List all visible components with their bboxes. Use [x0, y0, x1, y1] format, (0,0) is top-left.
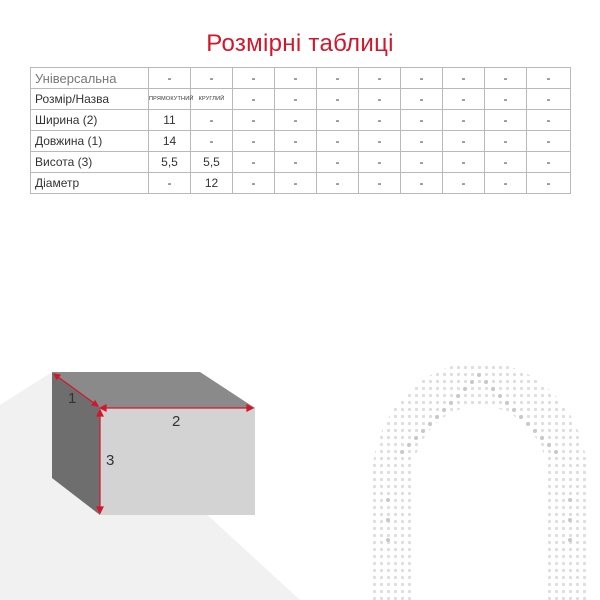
- row-label: Діаметр: [31, 173, 149, 194]
- table-cell: -: [275, 152, 317, 173]
- table-cell: -: [317, 110, 359, 131]
- row-label: Висота (3): [31, 152, 149, 173]
- table-cell: -: [317, 131, 359, 152]
- table-cell: 5,5: [191, 152, 233, 173]
- table-cell: -: [149, 173, 191, 194]
- table-cell: -: [485, 152, 527, 173]
- table-row-diameter: [31, 173, 571, 194]
- table-cell: -: [233, 173, 275, 194]
- table-cell: 14: [149, 131, 191, 152]
- table-cell: -: [527, 131, 571, 152]
- table-cell: -: [485, 68, 527, 89]
- table-cell: -: [359, 152, 401, 173]
- table-cell: -: [317, 68, 359, 89]
- table-cell: -: [275, 173, 317, 194]
- table-cell: -: [191, 110, 233, 131]
- table-cell: -: [443, 131, 485, 152]
- table-cell: -: [527, 173, 571, 194]
- table-cell: -: [233, 68, 275, 89]
- dimension-label-length: 1: [68, 390, 77, 407]
- row-label: Розмір/Назва: [31, 89, 149, 110]
- table-cell: -: [317, 89, 359, 110]
- table-cell: -: [359, 173, 401, 194]
- table-cell: 12: [191, 173, 233, 194]
- dimension-label-height: 3: [106, 452, 115, 469]
- dimension-label-width: 2: [172, 413, 181, 430]
- table-cell: -: [275, 110, 317, 131]
- table-cell: -: [485, 131, 527, 152]
- table-cell: ПРЯМОКУТНИЙ: [149, 89, 191, 110]
- table-cell: -: [401, 152, 443, 173]
- table-cell: -: [233, 89, 275, 110]
- table-cell: -: [149, 68, 191, 89]
- table-cell: -: [401, 131, 443, 152]
- table-cell: -: [485, 110, 527, 131]
- table-cell: -: [485, 89, 527, 110]
- table-row-length: [31, 131, 571, 152]
- table-cell: -: [443, 152, 485, 173]
- table-cell: -: [317, 152, 359, 173]
- table-row-width: [31, 110, 571, 131]
- table-cell: -: [233, 152, 275, 173]
- box-dimension-illustration: [0, 350, 600, 600]
- table-cell: -: [401, 110, 443, 131]
- table-cell: -: [359, 89, 401, 110]
- table-cell: КРУГЛИЙ: [191, 89, 233, 110]
- table-cell: -: [401, 89, 443, 110]
- table-cell: 11: [149, 110, 191, 131]
- table-cell: -: [275, 131, 317, 152]
- table-cell: -: [401, 173, 443, 194]
- table-cell: -: [191, 131, 233, 152]
- table-cell: -: [275, 68, 317, 89]
- table-row-size-name: [31, 89, 571, 110]
- table-cell: -: [275, 89, 317, 110]
- table-cell: -: [359, 68, 401, 89]
- table-cell: -: [443, 89, 485, 110]
- table-cell: -: [317, 173, 359, 194]
- table-cell: -: [191, 68, 233, 89]
- row-label: Довжина (1): [31, 131, 149, 152]
- table-cell: -: [443, 68, 485, 89]
- table-cell: -: [233, 110, 275, 131]
- table-row-universal: [31, 68, 571, 89]
- table-cell: -: [443, 173, 485, 194]
- table-cell: -: [527, 152, 571, 173]
- row-label: Універсальна: [31, 68, 149, 89]
- table-cell: -: [485, 173, 527, 194]
- page-title: Розмірні таблиці: [206, 30, 394, 57]
- table-cell: -: [443, 110, 485, 131]
- table-cell: -: [359, 131, 401, 152]
- table-cell: -: [527, 68, 571, 89]
- table-cell: -: [401, 68, 443, 89]
- ornament-arch: [360, 350, 600, 600]
- size-table: [30, 67, 571, 194]
- table-cell: -: [527, 110, 571, 131]
- table-row-height: [31, 152, 571, 173]
- row-label: Ширина (2): [31, 110, 149, 131]
- table-cell: -: [359, 110, 401, 131]
- table-cell: 5,5: [149, 152, 191, 173]
- table-cell: -: [233, 131, 275, 152]
- table-cell: -: [527, 89, 571, 110]
